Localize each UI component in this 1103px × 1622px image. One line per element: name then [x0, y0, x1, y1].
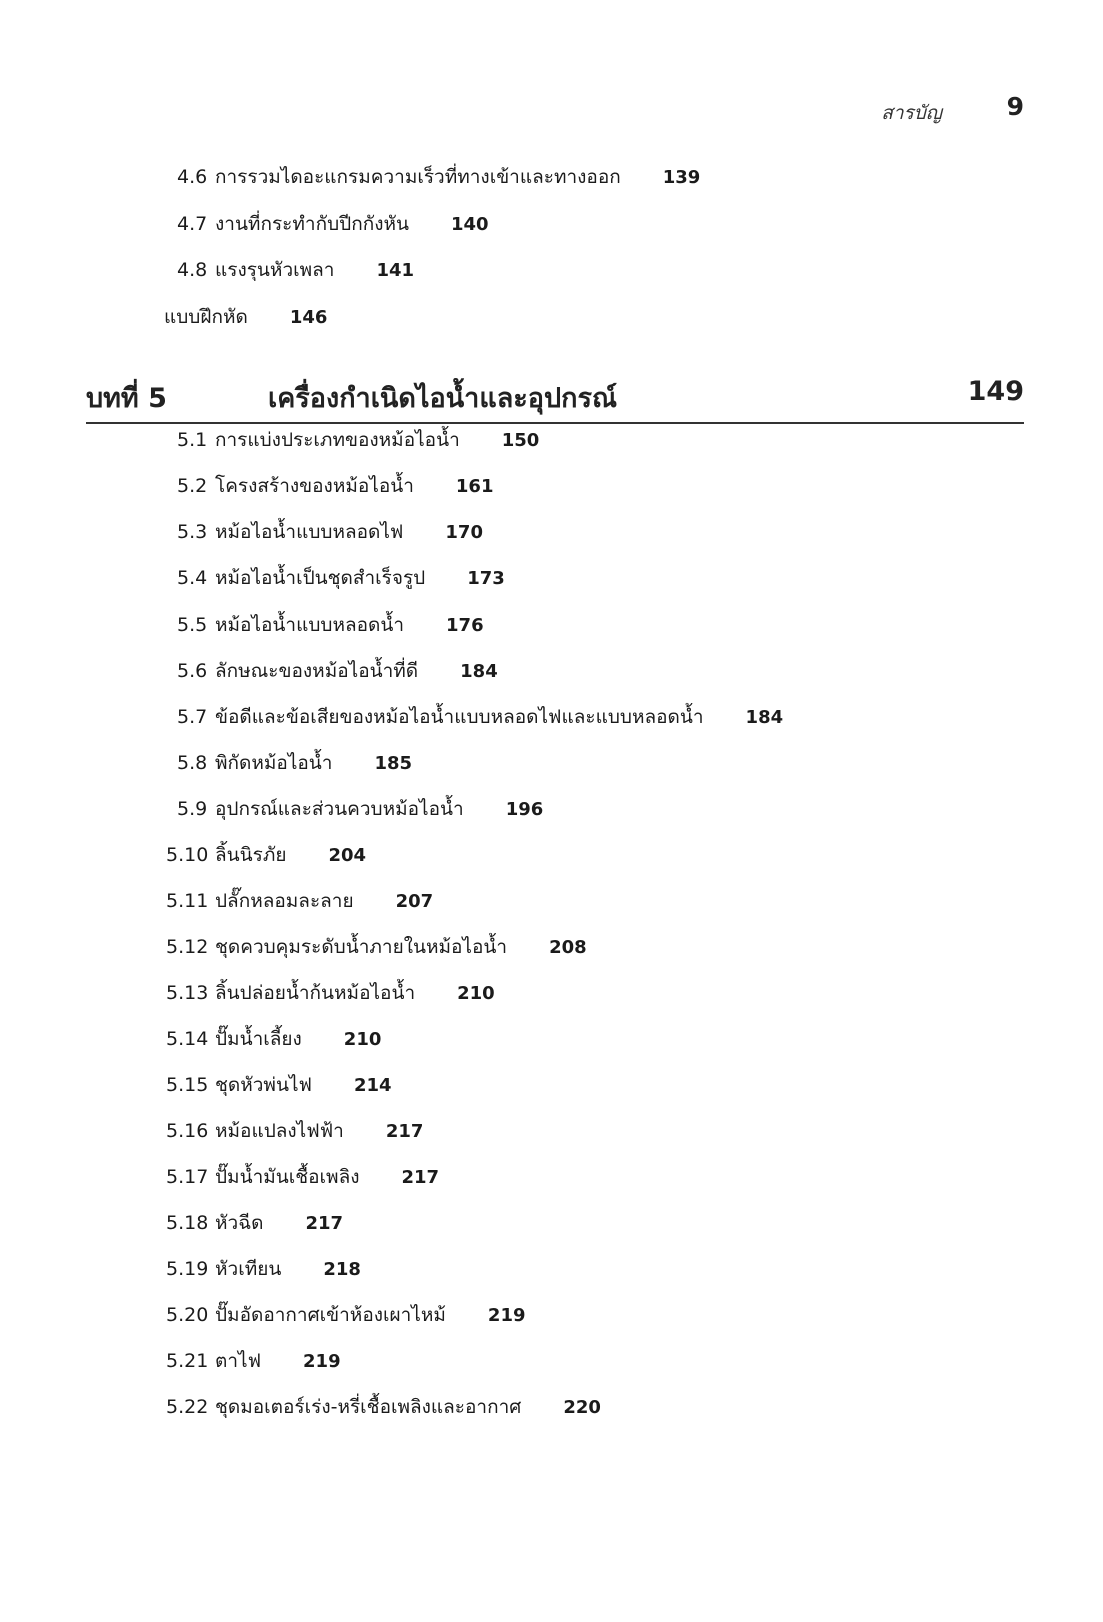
running-header: [0, 92, 1024, 126]
toc-entry-title: ลิ้นปล่อยน้ำก้นหม้อไอน้ำ: [215, 982, 416, 1004]
toc-entry-title: การรวมไดอะแกรมความเร็วที่ทางเข้าและทางออก: [215, 166, 621, 188]
toc-entry[interactable]: [177, 562, 505, 594]
toc-entry[interactable]: [166, 1161, 439, 1193]
toc-entry-page: 161: [455, 475, 494, 497]
toc-entry-page: 207: [395, 890, 434, 912]
toc-entry[interactable]: [177, 208, 489, 240]
toc-entry[interactable]: [166, 977, 495, 1009]
toc-entry-title: งานที่กระทำกับปีกกังหัน: [215, 213, 409, 235]
toc-entry-title: ชุดหัวพ่นไฟ: [215, 1074, 312, 1096]
running-header-title: สารบัญ: [881, 102, 942, 124]
toc-entry-title: หัวฉีด: [215, 1212, 264, 1234]
toc-entry[interactable]: [166, 931, 587, 963]
toc-entry-title: โครงสร้างของหม้อไอน้ำ: [215, 475, 414, 497]
toc-entry-number: 5.15: [166, 1074, 209, 1096]
toc-entry-number: 5.21: [166, 1350, 209, 1372]
toc-exercises-page: 146: [289, 306, 328, 328]
chapter-heading[interactable]: [86, 376, 1024, 424]
toc-entry-page: 139: [662, 166, 701, 188]
toc-entry-number: 5.19: [166, 1258, 209, 1280]
toc-entry-title: หัวเทียน: [215, 1258, 282, 1280]
toc-entry-title: หม้อไอน้ำเป็นชุดสำเร็จรูป: [215, 567, 426, 589]
toc-entry-number: 5.20: [166, 1304, 209, 1326]
toc-exercises-title: แบบฝึกหัด: [164, 306, 248, 328]
toc-entry-title: หม้อไอน้ำแบบหลอดน้ำ: [215, 614, 405, 636]
toc-entry-page: 150: [501, 429, 540, 451]
toc-entry-title: ตาไฟ: [215, 1350, 262, 1372]
toc-entry[interactable]: [166, 1345, 341, 1377]
toc-entry[interactable]: [166, 1253, 361, 1285]
toc-entry-page: 141: [376, 259, 415, 281]
toc-entry-page: 208: [549, 936, 587, 958]
toc-entry-page: 140: [451, 213, 489, 235]
toc-entry-page: 210: [457, 982, 495, 1004]
toc-entry-number: 5.11: [166, 890, 209, 912]
toc-entry-number: 5.8: [177, 752, 208, 774]
toc-entry-page: 184: [460, 660, 498, 682]
toc-entry-page: 214: [353, 1074, 392, 1096]
toc-entry-page: 204: [328, 844, 367, 866]
chapter-label: บทที่ 5: [86, 383, 167, 414]
toc-entry-number: 4.8: [177, 259, 208, 281]
toc-entry-number: 4.6: [177, 166, 208, 188]
toc-entry-title: ปั๊มน้ำมันเชื้อเพลิง: [215, 1166, 360, 1188]
toc-entry[interactable]: [177, 793, 543, 825]
toc-entry-title: ข้อดีและข้อเสียของหม้อไอน้ำแบบหลอดไฟและแบบหลอดน้ำ: [215, 706, 704, 728]
toc-entry-number: 5.4: [177, 567, 208, 589]
toc-entry-page: 217: [401, 1166, 440, 1188]
toc-entry[interactable]: [177, 254, 414, 286]
toc-entry-number: 5.6: [177, 660, 208, 682]
chapter-page: 149: [967, 376, 1024, 407]
toc-entry-page: 170: [445, 521, 483, 543]
toc-entry[interactable]: [166, 1115, 423, 1147]
toc-entry-title: ปลั๊กหลอมละลาย: [215, 890, 354, 912]
toc-entry-page: 185: [374, 752, 413, 774]
toc-entry-page: 217: [305, 1212, 344, 1234]
toc-entry-title: ลักษณะของหม้อไอน้ำที่ดี: [215, 660, 419, 682]
toc-entry[interactable]: [177, 424, 539, 456]
toc-entry[interactable]: [177, 161, 700, 193]
toc-entry[interactable]: [177, 470, 493, 502]
toc-entry[interactable]: [177, 655, 498, 687]
toc-entry-number: 5.9: [177, 798, 208, 820]
toc-entry-title: ปั๊มอัดอากาศเข้าห้องเผาไหม้: [215, 1304, 446, 1326]
toc-entry-title: ชุดมอเตอร์เร่ง-หรี่เชื้อเพลิงและอากาศ: [215, 1396, 522, 1418]
toc-entry-number: 5.16: [166, 1120, 209, 1142]
toc-entry[interactable]: [166, 1391, 601, 1423]
toc-entry[interactable]: [166, 1207, 343, 1239]
toc-entry-page: 219: [303, 1350, 341, 1372]
toc-entry-number: 5.12: [166, 936, 209, 958]
toc-entry[interactable]: [177, 609, 484, 641]
toc-entry-title: การแบ่งประเภทของหม้อไอน้ำ: [215, 429, 460, 451]
toc-entry-title: ลิ้นนิรภัย: [215, 844, 287, 866]
toc-entry-title: หม้อแปลงไฟฟ้า: [215, 1120, 344, 1142]
toc-entry[interactable]: [166, 1299, 526, 1331]
toc-entry-page: 217: [385, 1120, 424, 1142]
toc-entry[interactable]: [177, 516, 483, 548]
toc-entry[interactable]: [166, 1069, 392, 1101]
toc-entry-page: 176: [446, 614, 484, 636]
toc-entry[interactable]: [166, 1023, 381, 1055]
toc-entry-title: อุปกรณ์และส่วนควบหม้อไอน้ำ: [215, 798, 464, 820]
toc-entry-number: 4.7: [177, 213, 208, 235]
toc-entry-number: 5.2: [177, 475, 208, 497]
toc-entry[interactable]: [166, 839, 366, 871]
toc-entry-number: 5.5: [177, 614, 208, 636]
toc-entry-page: 210: [343, 1028, 382, 1050]
toc-entry[interactable]: [177, 701, 783, 733]
toc-entry-title: หม้อไอน้ำแบบหลอดไฟ: [215, 521, 404, 543]
toc-entry-page: 220: [563, 1396, 601, 1418]
toc-entry-number: 5.13: [166, 982, 209, 1004]
page-number: 9: [1006, 92, 1024, 121]
toc-entry-page: 173: [467, 567, 505, 589]
toc-entry-number: 5.3: [177, 521, 208, 543]
toc-entry-page: 184: [745, 706, 784, 728]
toc-entry-page: 196: [505, 798, 544, 820]
toc-entry-number: 5.22: [166, 1396, 209, 1418]
toc-entry-number: 5.7: [177, 706, 208, 728]
chapter-title: เครื่องกำเนิดไอน้ำและอุปกรณ์: [268, 383, 618, 414]
toc-entry-number: 5.10: [166, 844, 209, 866]
toc-entry-page: 219: [487, 1304, 526, 1326]
toc-entry[interactable]: [166, 885, 433, 917]
toc-entry-number: 5.17: [166, 1166, 209, 1188]
toc-entry-title: ชุดควบคุมระดับน้ำภายในหม้อไอน้ำ: [215, 936, 508, 958]
toc-entry-title: แรงรุนหัวเพลา: [215, 259, 335, 281]
toc-entry-number: 5.1: [177, 429, 208, 451]
toc-entry[interactable]: [177, 747, 412, 779]
toc-entry-number: 5.14: [166, 1028, 209, 1050]
toc-entry-title: พิกัดหม้อไอน้ำ: [215, 752, 333, 774]
toc-entry-number: 5.18: [166, 1212, 209, 1234]
toc-entry-page: 218: [323, 1258, 361, 1280]
toc-exercises[interactable]: [164, 301, 327, 333]
toc-entry-title: ปั๊มน้ำเลี้ยง: [215, 1028, 302, 1050]
